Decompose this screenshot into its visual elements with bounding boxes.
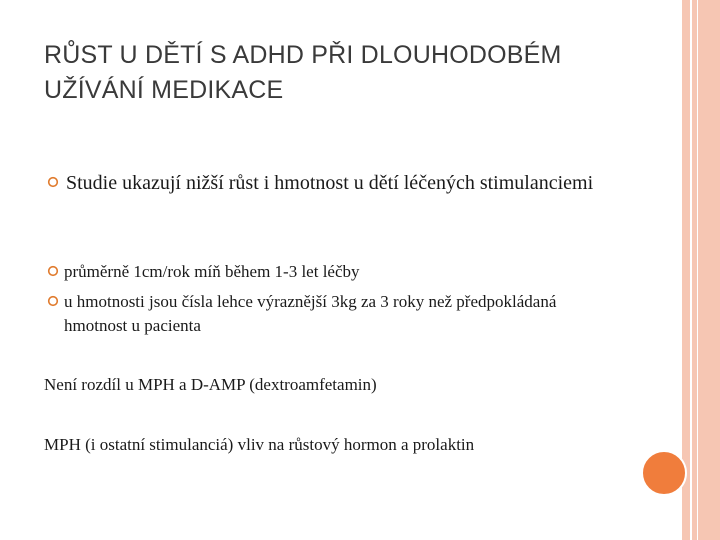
bullet-item [44,260,604,284]
bullet-circle-icon [44,173,62,191]
bullet-item [44,290,604,338]
bullet-circle-icon [44,292,62,310]
decorative-side-band [682,0,720,540]
slide-title: RŮST U DĚTÍ S ADHD PŘI DLOUHODOBÉM UŽÍVÁNÍ MEDIKACE [44,41,562,104]
decorative-circle [641,450,687,496]
decorative-line [690,0,692,540]
bullet-text: průměrně 1cm/rok míň během 1-3 let léčby [64,262,360,281]
bullet-circle-icon [44,262,62,280]
paragraph: MPH (i ostatní stimulanciá) vliv na růstový hormon a prolaktin [44,435,475,454]
decorative-line [697,0,698,540]
bullet-text: u hmotnosti jsou čísla lehce výraznější 3kg za 3 roky než předpokládaná hmotnost u pacienta [64,292,557,335]
bullet-text: Studie ukazují nižší růst i hmotnost u dětí léčených stimulanciemi [66,172,594,194]
paragraph: Není rozdíl u MPH a D-AMP (dextroamfetamin) [44,375,377,394]
bullet-item [44,168,604,198]
